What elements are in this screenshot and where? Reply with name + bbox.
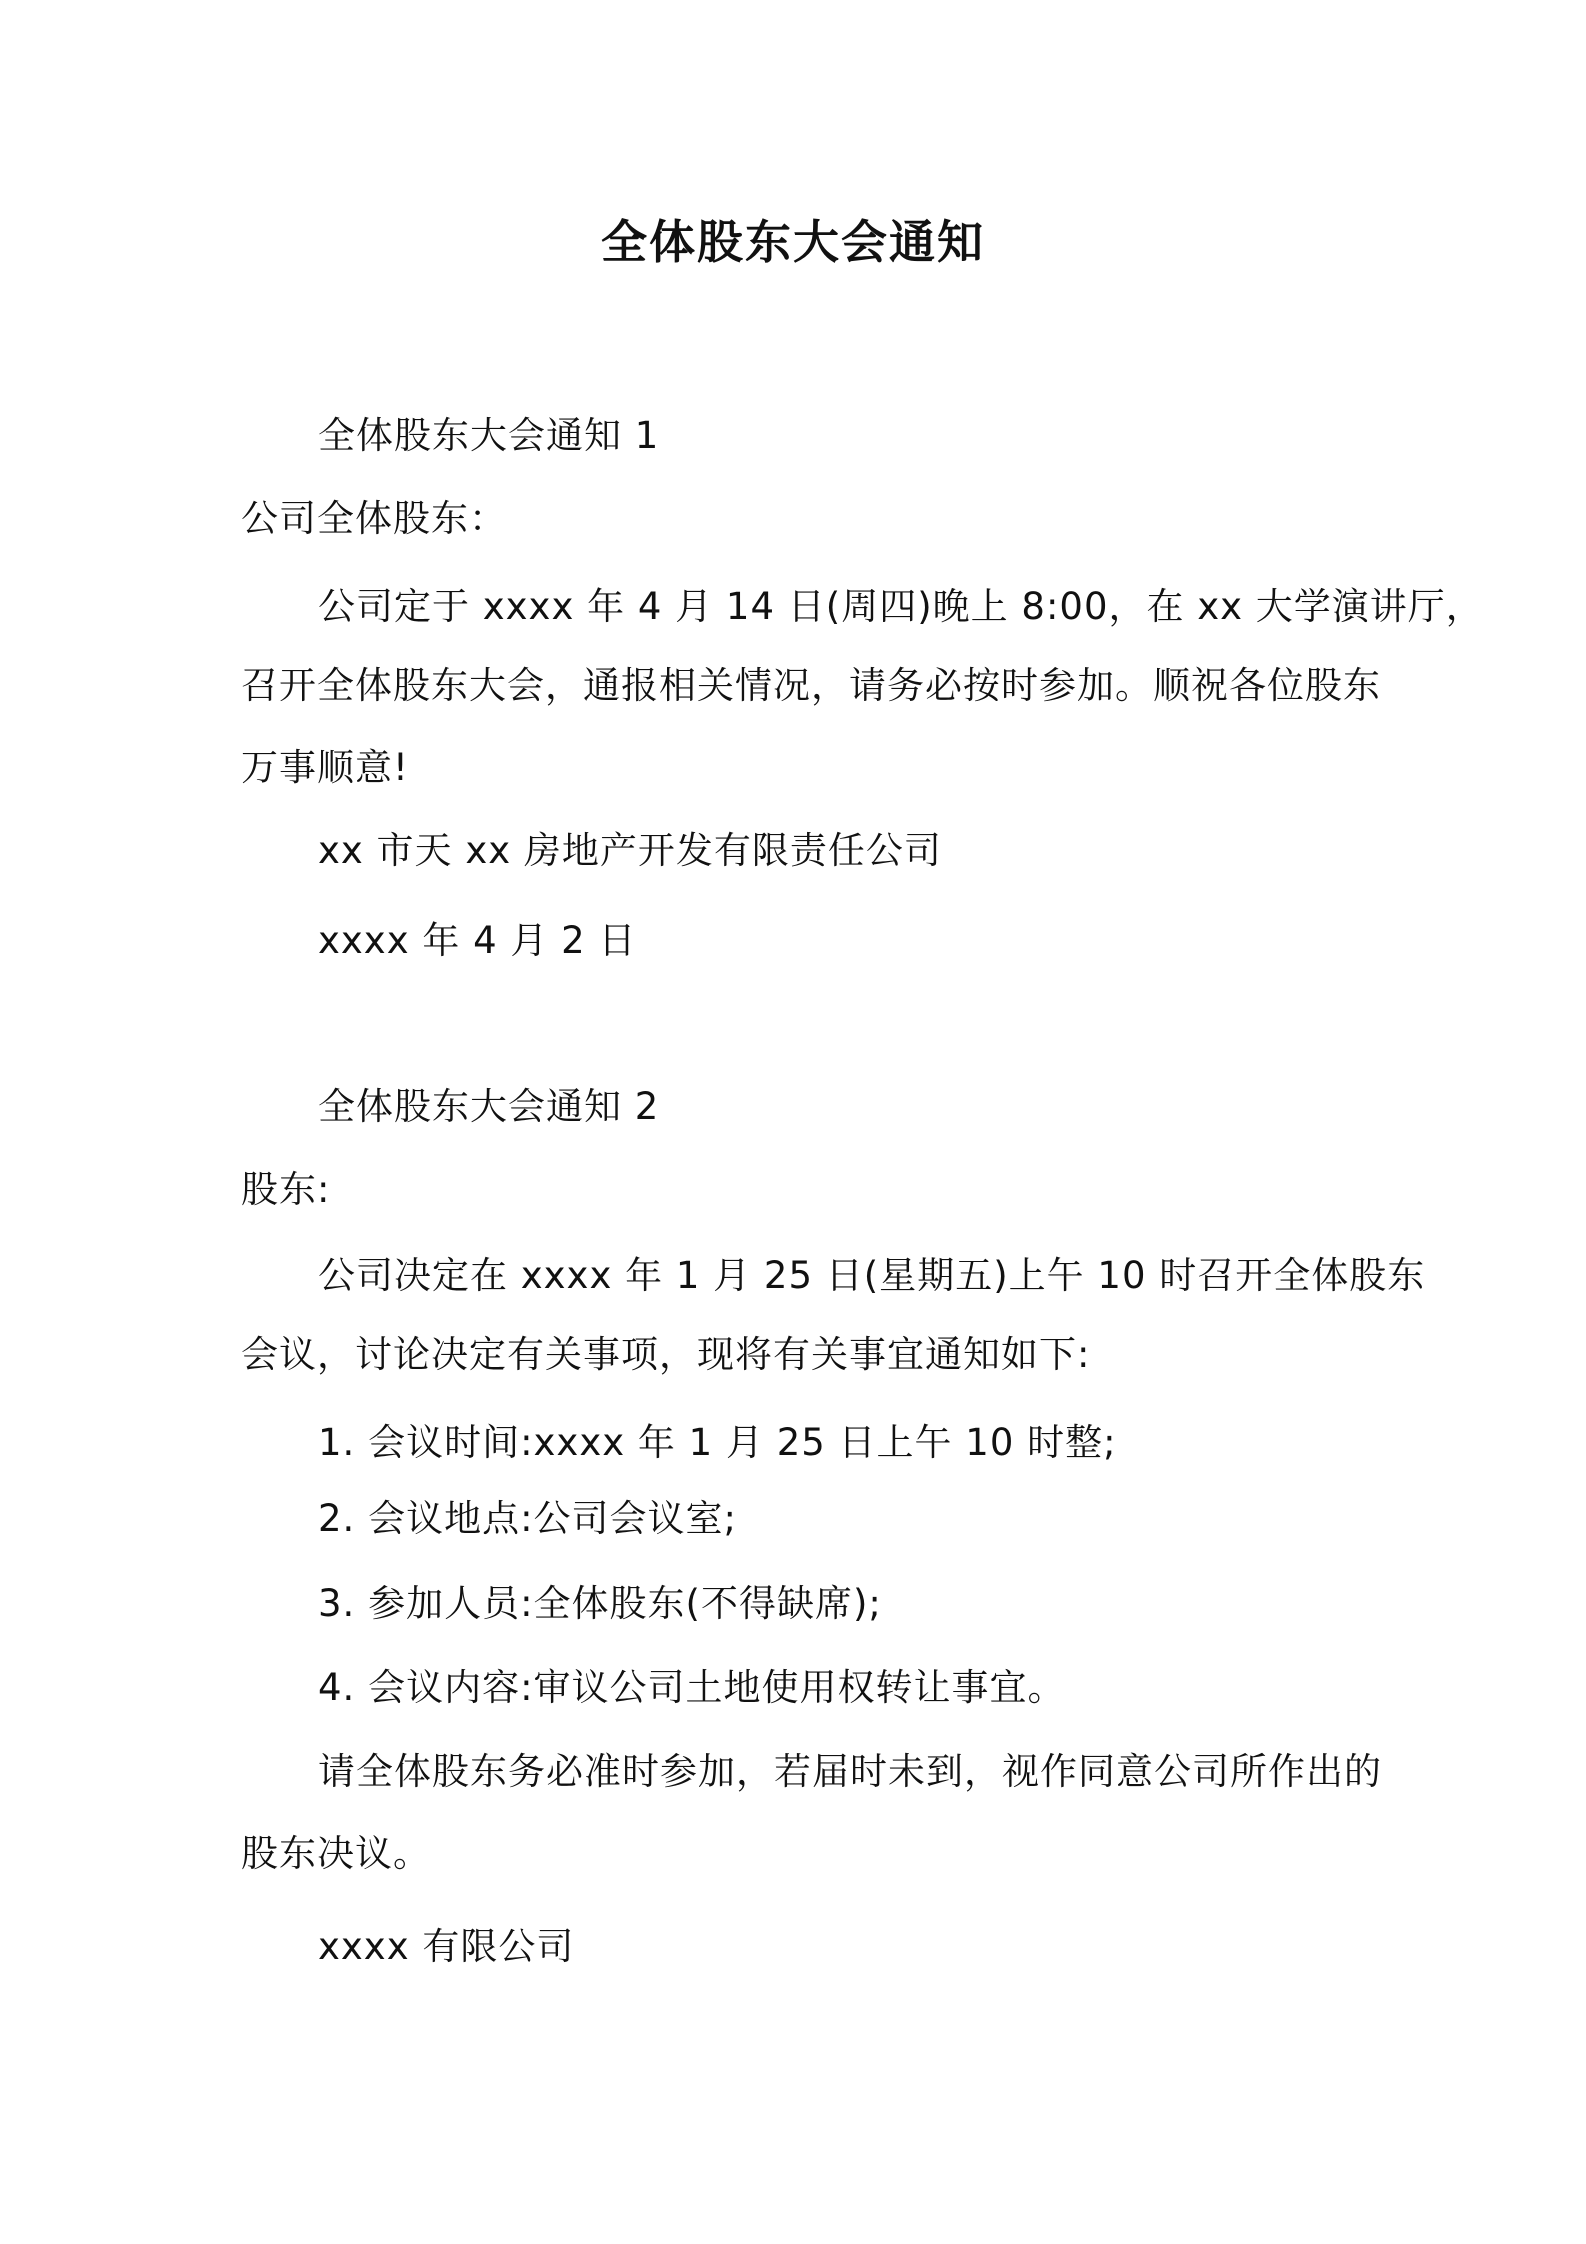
notice1-body-line-1: 公司定于 xxxx 年 4 月 14 日(周四)晚上 8:00，在 xx 大学演讲厅，	[318, 585, 1484, 628]
notice1-body-line-2: 召开全体股东大会，通报相关情况，请务必按时参加。顺祝各位股东	[241, 664, 1381, 707]
notice1-body-line-3: 万事顺意!	[241, 746, 409, 789]
notice2-signature: xxxx 有限公司	[318, 1925, 575, 1968]
agenda-item-3: 3. 参加人员:全体股东(不得缺席);	[318, 1582, 882, 1625]
notice1-heading: 全体股东大会通知 1	[318, 414, 660, 457]
document-title: 全体股东大会通知	[601, 215, 985, 269]
notice2-body-line-2: 会议，讨论决定有关事项，现将有关事宜通知如下:	[241, 1333, 1091, 1376]
notice2-closing-line-2: 股东决议。	[241, 1832, 431, 1875]
notice2-body-line-1: 公司决定在 xxxx 年 1 月 25 日(星期五)上午 10 时召开全体股东	[318, 1254, 1426, 1297]
notice1-date: xxxx 年 4 月 2 日	[318, 919, 637, 962]
notice2-salutation: 股东:	[241, 1168, 331, 1211]
agenda-item-4: 4. 会议内容:审议公司土地使用权转让事宜。	[318, 1666, 1066, 1709]
notice1-salutation: 公司全体股东：	[241, 497, 507, 540]
notice2-heading: 全体股东大会通知 2	[318, 1085, 660, 1128]
notice2-closing-line-1: 请全体股东务必准时参加，若届时未到，视作同意公司所作出的	[318, 1750, 1382, 1793]
agenda-item-1: 1. 会议时间:xxxx 年 1 月 25 日上午 10 时整;	[318, 1421, 1117, 1464]
notice1-signature: xx 市天 xx 房地产开发有限责任公司	[318, 829, 942, 872]
agenda-item-2: 2. 会议地点:公司会议室;	[318, 1497, 737, 1540]
